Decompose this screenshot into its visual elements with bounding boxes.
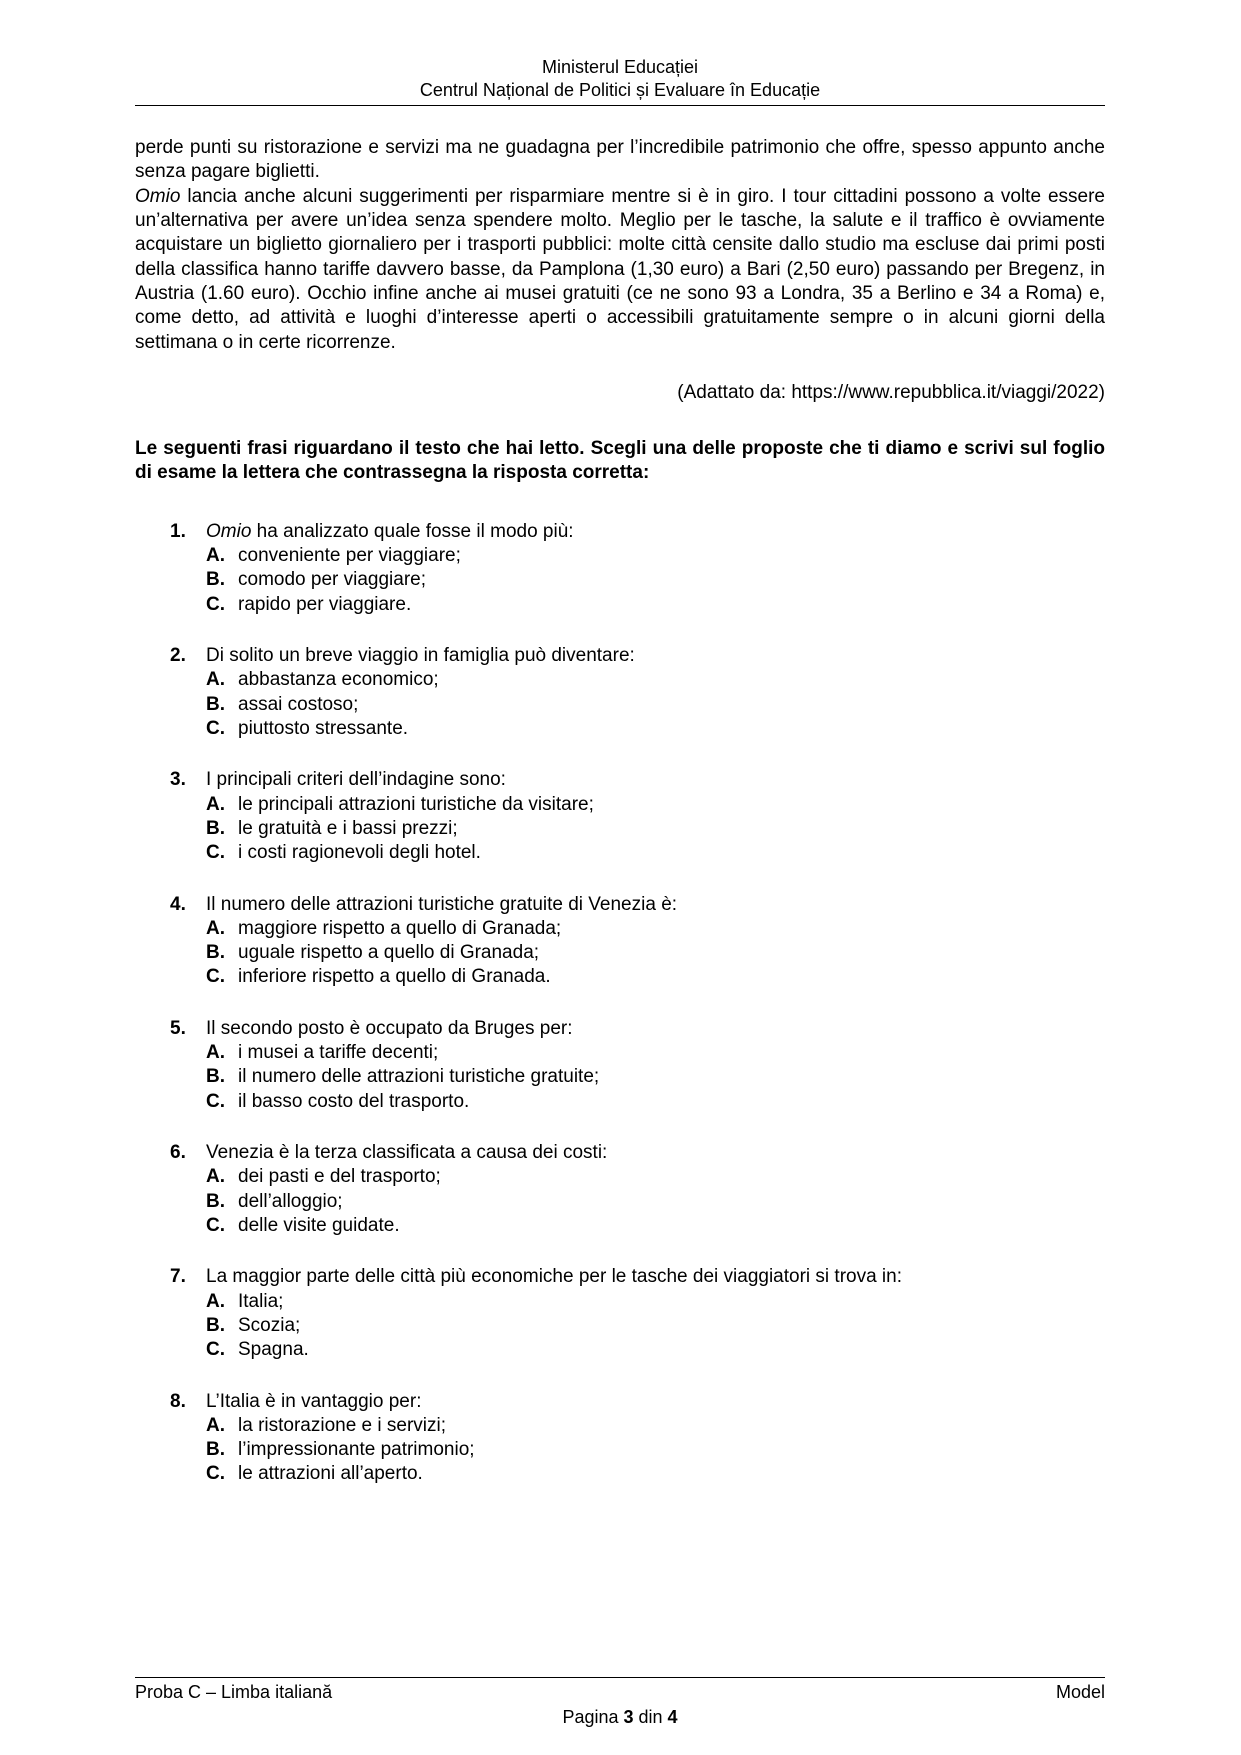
passage-italic-omio: Omio — [135, 185, 181, 207]
question-item — [170, 1390, 1105, 1487]
options-list — [206, 544, 1105, 617]
option-item — [206, 668, 1105, 692]
option-text: le attrazioni all’aperto. — [238, 1463, 423, 1485]
document-body — [135, 106, 1105, 1667]
option-item — [206, 917, 1105, 941]
option-item — [206, 593, 1105, 617]
option-item — [206, 841, 1105, 865]
question-item — [170, 1265, 1105, 1362]
question-head — [170, 1141, 1105, 1165]
options-list — [206, 1290, 1105, 1363]
option-text: le gratuità e i bassi prezzi; — [238, 817, 458, 839]
document-header — [135, 56, 1105, 106]
page-number-separator: din — [633, 1706, 668, 1727]
option-letter: A. — [206, 669, 225, 691]
question-number: 2. — [170, 645, 186, 666]
option-text: conveniente per viaggiare; — [238, 545, 461, 567]
option-letter: A. — [206, 1290, 225, 1312]
option-text: il basso costo del trasporto. — [238, 1090, 470, 1112]
option-text: il numero delle attrazioni turistiche gratuite; — [238, 1066, 600, 1088]
option-item — [206, 965, 1105, 989]
option-item — [206, 817, 1105, 841]
option-letter: C. — [206, 1339, 225, 1361]
option-text: delle visite guidate. — [238, 1214, 400, 1236]
center-name: Centrul Național de Politici și Evaluare în Educație — [419, 79, 821, 100]
question-text: Il numero delle attrazioni turistiche gratuite di Venezia è: — [206, 893, 678, 915]
option-text: le principali attrazioni turistiche da visitare; — [238, 793, 594, 815]
option-text: la ristorazione e i servizi; — [238, 1414, 447, 1436]
option-text: Scozia; — [238, 1314, 301, 1336]
question-text: L’Italia è in vantaggio per: — [206, 1390, 422, 1412]
option-letter: A. — [206, 1042, 225, 1064]
reading-passage — [135, 136, 1105, 355]
question-text — [206, 520, 1105, 544]
options-list — [206, 793, 1105, 866]
question-item — [170, 520, 1105, 617]
option-item — [206, 1438, 1105, 1462]
question-item — [170, 1017, 1105, 1114]
passage-paragraph-2-text: lancia anche alcuni suggerimenti per risparmiare mentre si è in giro. I tour cittadini possono a volte essere un’alternativa per avere un’idea senza spendere molto. Meglio per le tasche, la salute e il traffico è ovviamente acquistare un biglietto giornaliero per i trasporti pubblici: molte città censite dallo studio ma escluse dai primi posti della classifica hanno tariffe davvero basse, da Pamplona (1,30 euro) a Bari (2,50 euro) passando per Bregenz, in Austria (1.60 euro). Occhio infine anche ai musei gratuiti (ce ne sono 93 a Londra, 35 a Berlino e 34 a Roma) e, come detto, ad attività e luoghi d’interesse aperti o accessibili gratuitamente sempre o in alcuni giorni della settimana o in certe ricorrenze. — [135, 185, 1105, 353]
option-item — [206, 1090, 1105, 1114]
task-instruction: Le seguenti frasi riguardano il testo che hai letto. Scegli una delle proposte che ti diamo e scrivi sul foglio di esame la lettera che contrassegna la risposta corretta: — [135, 438, 1105, 484]
option-letter: A. — [206, 545, 225, 567]
question-item — [170, 768, 1105, 865]
option-letter: B. — [206, 1314, 225, 1336]
option-item — [206, 1290, 1105, 1314]
question-item — [170, 1141, 1105, 1238]
ministry-name: Ministerul Educației — [541, 57, 699, 77]
option-item — [206, 1190, 1105, 1214]
option-item — [206, 1314, 1105, 1338]
question-text: Venezia è la terza classificata a causa dei costi: — [206, 1142, 608, 1163]
option-text: abbastanza economico; — [238, 669, 439, 691]
question-head — [170, 893, 1105, 917]
option-letter: B. — [206, 1066, 225, 1088]
option-item — [206, 793, 1105, 817]
question-head — [170, 520, 1105, 544]
question-number: 4. — [170, 893, 186, 915]
option-text: comodo per viaggiare; — [238, 569, 426, 591]
option-text: i musei a tariffe decenti; — [238, 1042, 439, 1064]
option-letter: B. — [206, 1190, 225, 1212]
option-item — [206, 1462, 1105, 1486]
question-head — [170, 768, 1105, 792]
option-item — [206, 1414, 1105, 1438]
option-item — [206, 1041, 1105, 1065]
question-item — [170, 644, 1105, 741]
passage-paragraph-1-text: perde punti su ristorazione e servizi ma ne guadagna per l’incredibile patrimonio che offre, spesso appunto anche senza pagare biglietti. — [135, 137, 1105, 183]
option-item — [206, 693, 1105, 717]
options-list — [206, 1165, 1105, 1238]
option-letter: C. — [206, 1463, 225, 1485]
options-list — [206, 668, 1105, 741]
question-text: La maggior parte delle città più economiche per le tasche dei viaggiatori si trova in: — [206, 1266, 902, 1288]
option-text: assai costoso; — [238, 693, 359, 715]
option-item — [206, 1338, 1105, 1362]
document-footer — [135, 1677, 1105, 1729]
passage-paragraph-2 — [135, 185, 1105, 355]
option-text: i costi ragionevoli degli hotel. — [238, 842, 481, 864]
question-head — [170, 1390, 1105, 1414]
option-item — [206, 544, 1105, 568]
option-text: uguale rispetto a quello di Granada; — [238, 942, 540, 964]
option-text: dell’alloggio; — [238, 1190, 343, 1212]
question-number: 1. — [170, 520, 186, 542]
option-item — [206, 568, 1105, 592]
option-letter: C. — [206, 717, 225, 739]
page-number-current: 3 — [623, 1706, 634, 1727]
question-number: 5. — [170, 1017, 186, 1039]
question-number: 6. — [170, 1142, 186, 1163]
question-text-rest: ha analizzato quale fosse il modo più: — [251, 520, 574, 542]
option-item — [206, 941, 1105, 965]
option-letter: B. — [206, 942, 225, 964]
option-letter: A. — [206, 1166, 225, 1188]
option-text: Spagna. — [238, 1339, 309, 1361]
option-item — [206, 717, 1105, 741]
footer-exam-name: Proba C – Limba italiană — [135, 1681, 333, 1702]
question-italic-omio: Omio — [206, 520, 252, 542]
option-letter: C. — [206, 593, 225, 615]
question-number: 3. — [170, 769, 186, 791]
option-letter: B. — [206, 569, 225, 591]
page-number — [135, 1706, 1105, 1729]
question-head — [170, 1017, 1105, 1041]
question-text: Il secondo posto è occupato da Bruges per: — [206, 1017, 573, 1039]
page-number-prefix: Pagina — [562, 1706, 624, 1727]
option-letter: A. — [206, 917, 225, 939]
options-list — [206, 1041, 1105, 1114]
question-head — [170, 1265, 1105, 1289]
footer-rule — [135, 1677, 1105, 1678]
source-attribution: (Adattato da: https://www.repubblica.it/viaggi/2022) — [677, 381, 1105, 403]
option-letter: B. — [206, 817, 225, 839]
footer-model-label: Model — [1055, 1681, 1105, 1702]
question-text: I principali criteri dell’indagine sono: — [206, 769, 506, 791]
option-item — [206, 1165, 1105, 1189]
passage-paragraph-1 — [135, 136, 1105, 185]
option-item — [206, 1214, 1105, 1238]
option-letter: B. — [206, 1439, 225, 1461]
question-head — [170, 644, 1105, 668]
options-list — [206, 917, 1105, 990]
footer-row — [135, 1681, 1105, 1704]
option-text: Italia; — [238, 1290, 284, 1312]
questions-list — [170, 520, 1105, 1487]
option-text: dei pasti e del trasporto; — [238, 1166, 441, 1188]
option-letter: B. — [206, 693, 225, 715]
question-number: 7. — [170, 1266, 186, 1288]
option-letter: C. — [206, 842, 225, 864]
options-list — [206, 1414, 1105, 1487]
question-text: Di solito un breve viaggio in famiglia può diventare: — [206, 645, 635, 666]
option-text: rapido per viaggiare. — [238, 593, 412, 615]
question-item — [170, 893, 1105, 990]
option-text: l’impressionante patrimonio; — [238, 1439, 475, 1461]
question-number: 8. — [170, 1390, 186, 1412]
option-text: inferiore rispetto a quello di Granada. — [238, 966, 551, 988]
option-letter: A. — [206, 793, 225, 815]
option-text: maggiore rispetto a quello di Granada; — [238, 917, 562, 939]
option-item — [206, 1065, 1105, 1089]
option-letter: A. — [206, 1414, 225, 1436]
option-letter: C. — [206, 1214, 225, 1236]
option-letter: C. — [206, 966, 225, 988]
option-letter: C. — [206, 1090, 225, 1112]
option-text: piuttosto stressante. — [238, 717, 409, 739]
page-number-total: 4 — [667, 1706, 678, 1727]
